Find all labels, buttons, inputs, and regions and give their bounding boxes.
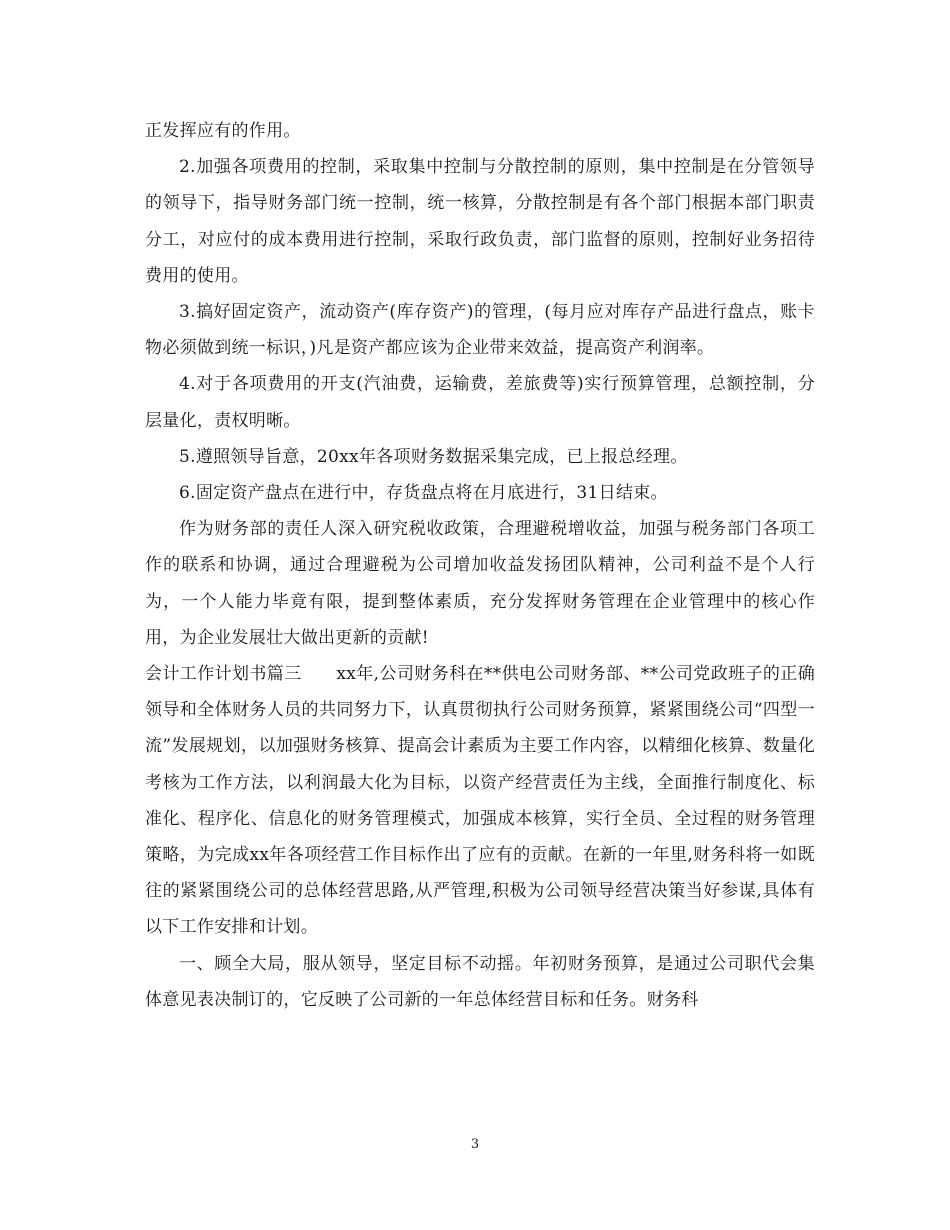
paragraph-item-5: 5.遵照领导旨意，20xx年各项财务数据采集完成，已上报总经理。 — [179, 446, 688, 467]
document-body — [145, 113, 815, 1018]
paragraph-item-3: 3.搞好固定资产，流动资产(库存资产)的管理，(每月应对库存产品进行盘点，账卡物必须做到统一标识，)凡是资产都应该为企业带来效益，提高资产利润率。 — [145, 302, 815, 359]
paragraph-continuation: 正发挥应有的作用。 — [145, 121, 301, 141]
paragraph-point-one: 一、顾全大局，服从领导，坚定目标不动摇。年初财务预算，是通过公司职代会集体意见表决制订的，它反映了公司新的一年总体经营目标和任务。财务科 — [145, 953, 815, 1010]
paragraph-responsibility: 作为财务部的责任人深入研究税收政策，合理避税增收益，加强与税务部门各项工作的联系和协调，通过合理避税为公司增加收益发扬团队精神，公司利益不是个人行为，一个人能力毕竟有限，提到整体素质，充分发挥财务管理在企业管理中的核心作用，为企业发展壮大做出更新的贡献! — [145, 519, 815, 648]
paragraph-item-2: 2.加强各项费用的控制，采取集中控制与分散控制的原则，集中控制是在分管领导的领导下，指导财务部门统一控制，统一核算，分散控制是有各个部门根据本部门职责分工，对应付的成本费用进行控制，采取行政负责，部门监督的原则，控制好业务招待费用的使用。 — [145, 157, 815, 286]
paragraph-item-4: 4.对于各项费用的开支(汽油费，运输费，差旅费等)实行预算管理，总额控制，分层量化，责权明晰。 — [145, 374, 815, 431]
page-number: 3 — [470, 1137, 480, 1152]
paragraph-section-three: 会计工作计划书篇三 xx年,公司财务科在**供电公司财务部、**公司党政班子的正确领导和全体财务人员的共同努力下，认真贯彻执行公司财务预算，紧紧围绕公司“四型一流”发展规划，以加强财务核算、提高会计素质为主要工作内容，以精细化核算、数量化考核为工作方法，以利润最大化为目标，以资产经营责任为主线，全面推行制度化、标准化、程序化、信息化的财务管理模式，加强成本核算，实行全员、全过程的财务管理策略，为完成xx年各项经营工作目标作出了应有的贡献。在新的一年里,财务科将一如既往的紧紧围绕公司的总体经营思路,从严管理,积极为公司领导经营决策当好参谋,具体有以下工作安排和计划。 — [145, 664, 815, 938]
paragraph-item-6: 6.固定资产盘点在进行中，存货盘点将在月底进行，31日结束。 — [179, 483, 668, 504]
